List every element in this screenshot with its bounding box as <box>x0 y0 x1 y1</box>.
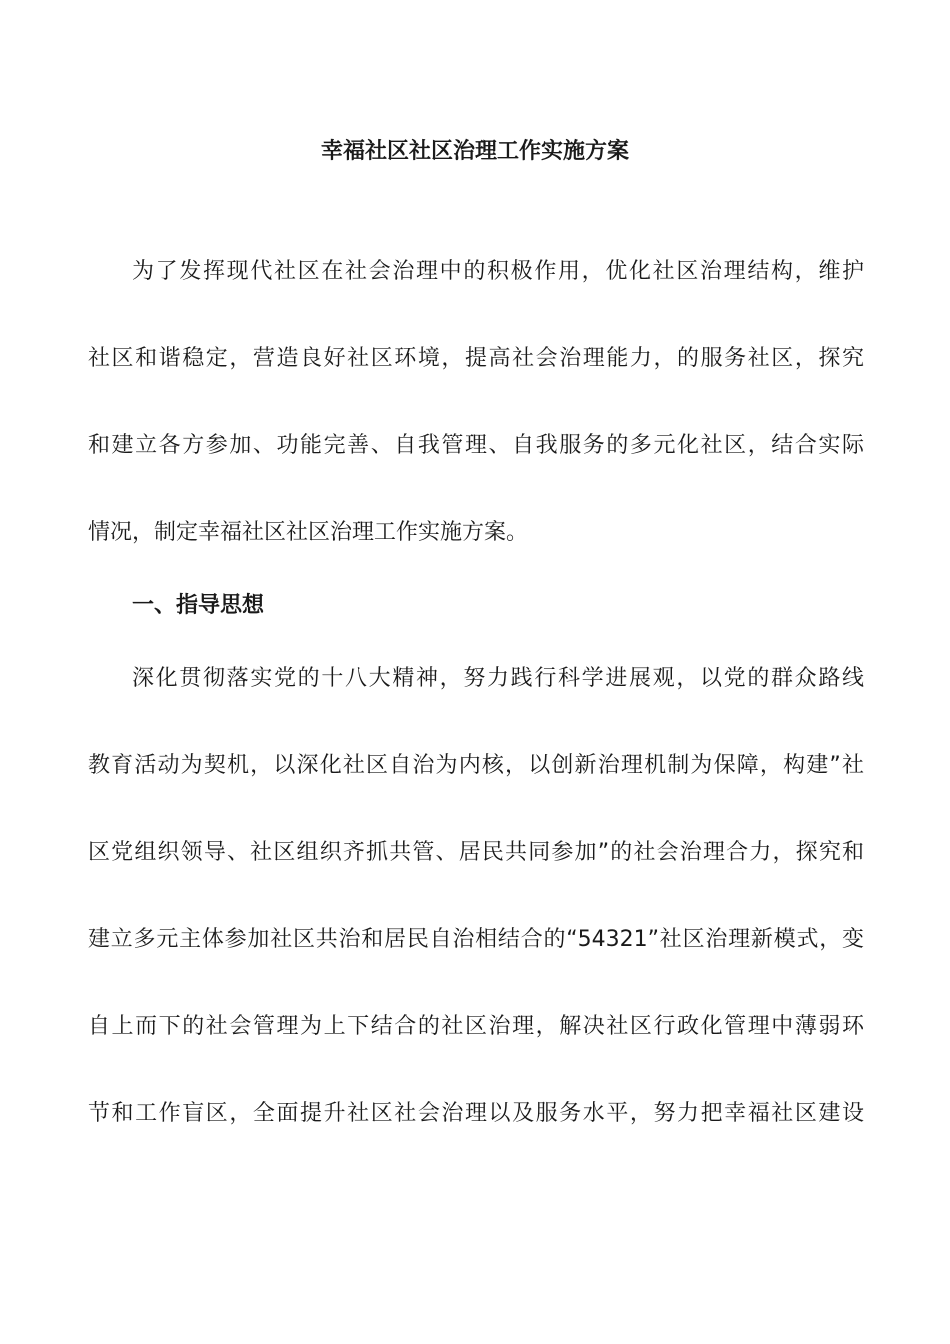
intro-line-1: 为了发挥现代社区在社会治理中的积极作用，优化社区治理结构，维护 <box>132 259 864 284</box>
section1-line-5: 自上而下的社会管理为上下结合的社区治理，解决社区行政化管理中薄弱环 <box>88 1014 864 1039</box>
section1-line-2: 教育活动为契机，以深化社区自治为内核，以创新治理机制为保障，构建”社 <box>88 753 864 778</box>
section1-line-1: 深化贯彻落实党的十八大精神，努力践行科学进展观，以党的群众路线 <box>132 666 864 691</box>
section-heading-guiding-ideology: 一、指导思想 <box>132 593 265 618</box>
intro-line-4: 情况，制定幸福社区社区治理工作实施方案。 <box>88 520 529 545</box>
document-title: 幸福社区社区治理工作实施方案 <box>320 139 629 164</box>
intro-line-3: 和建立各方参加、功能完善、自我管理、自我服务的多元化社区，结合实际 <box>88 433 864 458</box>
section1-line-6: 节和工作盲区，全面提升社区社会治理以及服务水平，努力把幸福社区建设 <box>88 1101 864 1126</box>
section1-line-3: 区党组织领导、社区组织齐抓共管、居民共同参加”的社会治理合力，探究和 <box>88 840 864 865</box>
intro-line-2: 社区和谐稳定，营造良好社区环境，提高社会治理能力，的服务社区，探究 <box>88 346 864 371</box>
section1-line-4: 建立多元主体参加社区共治和居民自治相结合的“54321”社区治理新模式，变 <box>88 927 864 952</box>
